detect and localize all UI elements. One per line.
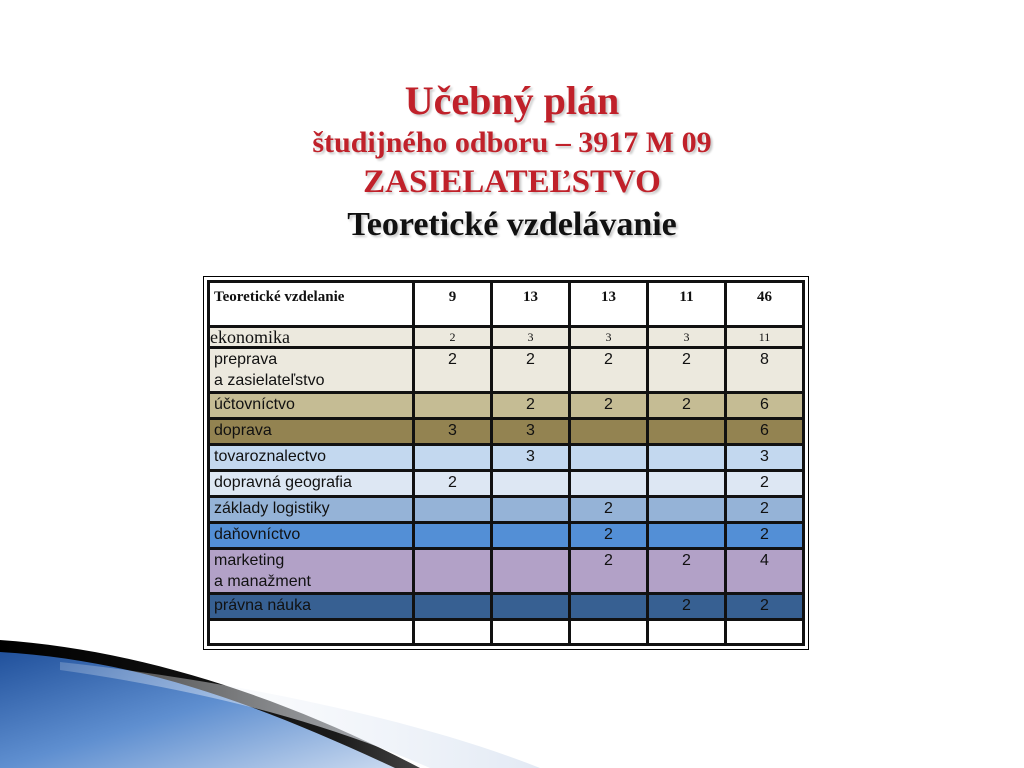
row-value bbox=[571, 472, 646, 495]
row-value bbox=[649, 420, 724, 443]
row-value bbox=[649, 472, 724, 495]
row-value bbox=[571, 446, 646, 469]
row-value: 2 bbox=[571, 349, 646, 391]
row-value bbox=[649, 446, 724, 469]
table-row bbox=[210, 328, 802, 346]
row-value: 2 bbox=[727, 472, 802, 495]
header-cell: 13 bbox=[493, 283, 568, 325]
table-row bbox=[210, 472, 802, 495]
row-label: dopravná geografia bbox=[210, 472, 412, 495]
row-value: 8 bbox=[727, 349, 802, 391]
table-row-empty bbox=[210, 621, 802, 643]
row-value: 2 bbox=[493, 394, 568, 417]
title-line-3: ZASIELATEĽSTVO bbox=[363, 164, 661, 200]
row-value: 6 bbox=[727, 394, 802, 417]
table-header-row bbox=[210, 283, 802, 325]
row-value: 2 bbox=[415, 472, 490, 495]
row-value bbox=[649, 498, 724, 521]
row-value bbox=[493, 472, 568, 495]
header-cell: 9 bbox=[415, 283, 490, 325]
empty-cell bbox=[210, 621, 412, 643]
slide-title bbox=[0, 78, 1024, 248]
row-value bbox=[415, 498, 490, 521]
row-value bbox=[493, 524, 568, 547]
row-value: 2 bbox=[571, 524, 646, 547]
row-value: 2 bbox=[493, 349, 568, 391]
swoosh-blue-shape bbox=[0, 648, 395, 768]
row-value bbox=[493, 550, 568, 592]
table-row bbox=[210, 524, 802, 547]
row-value: 2 bbox=[649, 394, 724, 417]
swoosh-dark-band bbox=[0, 640, 420, 768]
row-value: 3 bbox=[649, 328, 724, 346]
row-label bbox=[210, 550, 412, 592]
curriculum-table-frame bbox=[203, 276, 809, 650]
header-cell: 13 bbox=[571, 283, 646, 325]
row-value bbox=[415, 595, 490, 618]
row-value: 2 bbox=[415, 328, 490, 346]
row-value: 2 bbox=[649, 349, 724, 391]
empty-cell bbox=[415, 621, 490, 643]
row-label: tovaroznalectvo bbox=[210, 446, 412, 469]
table-row bbox=[210, 420, 802, 443]
row-value: 3 bbox=[493, 328, 568, 346]
row-value: 2 bbox=[649, 550, 724, 592]
table-row bbox=[210, 498, 802, 521]
row-value bbox=[493, 498, 568, 521]
empty-cell bbox=[493, 621, 568, 643]
row-label-line: preprava bbox=[214, 351, 278, 368]
curriculum-table bbox=[207, 280, 805, 646]
row-value: 3 bbox=[493, 446, 568, 469]
table-row bbox=[210, 446, 802, 469]
row-value bbox=[415, 524, 490, 547]
row-value bbox=[571, 595, 646, 618]
row-value: 6 bbox=[727, 420, 802, 443]
row-value bbox=[493, 595, 568, 618]
row-value: 3 bbox=[493, 420, 568, 443]
row-value bbox=[415, 550, 490, 592]
row-value: 2 bbox=[571, 550, 646, 592]
row-label: doprava bbox=[210, 420, 412, 443]
row-label-line: a zasielateľstvo bbox=[214, 372, 325, 389]
row-value bbox=[649, 524, 724, 547]
row-value: 2 bbox=[727, 498, 802, 521]
header-cell: 46 bbox=[727, 283, 802, 325]
row-value: 2 bbox=[415, 349, 490, 391]
empty-cell bbox=[727, 621, 802, 643]
title-line-2: študijného odboru – 3917 M 09 bbox=[312, 126, 712, 159]
row-value bbox=[571, 420, 646, 443]
empty-cell bbox=[649, 621, 724, 643]
row-label: základy logistiky bbox=[210, 498, 412, 521]
title-line-4: Teoretické vzdelávanie bbox=[347, 206, 677, 243]
table-row bbox=[210, 595, 802, 618]
row-label: ekonomika bbox=[210, 328, 412, 346]
row-value: 11 bbox=[727, 328, 802, 346]
row-label: daňovníctvo bbox=[210, 524, 412, 547]
row-label-line: a manažment bbox=[214, 573, 311, 590]
table-row bbox=[210, 394, 802, 417]
empty-cell bbox=[571, 621, 646, 643]
table-row bbox=[210, 550, 802, 592]
row-label-line: marketing bbox=[214, 552, 285, 569]
row-label: účtovníctvo bbox=[210, 394, 412, 417]
row-value: 4 bbox=[727, 550, 802, 592]
row-value: 2 bbox=[649, 595, 724, 618]
row-value: 2 bbox=[571, 394, 646, 417]
header-cell: Teoretické vzdelanie bbox=[210, 283, 412, 325]
row-value: 2 bbox=[727, 595, 802, 618]
row-value bbox=[415, 394, 490, 417]
row-value: 2 bbox=[571, 498, 646, 521]
row-value: 3 bbox=[727, 446, 802, 469]
header-cell: 11 bbox=[649, 283, 724, 325]
row-value: 2 bbox=[727, 524, 802, 547]
title-line-1: Učebný plán bbox=[404, 78, 620, 123]
row-label bbox=[210, 349, 412, 391]
row-value bbox=[415, 446, 490, 469]
row-value: 3 bbox=[415, 420, 490, 443]
row-label: právna náuka bbox=[210, 595, 412, 618]
table-row bbox=[210, 349, 802, 391]
swoosh-light-band bbox=[60, 662, 540, 768]
row-value: 3 bbox=[571, 328, 646, 346]
